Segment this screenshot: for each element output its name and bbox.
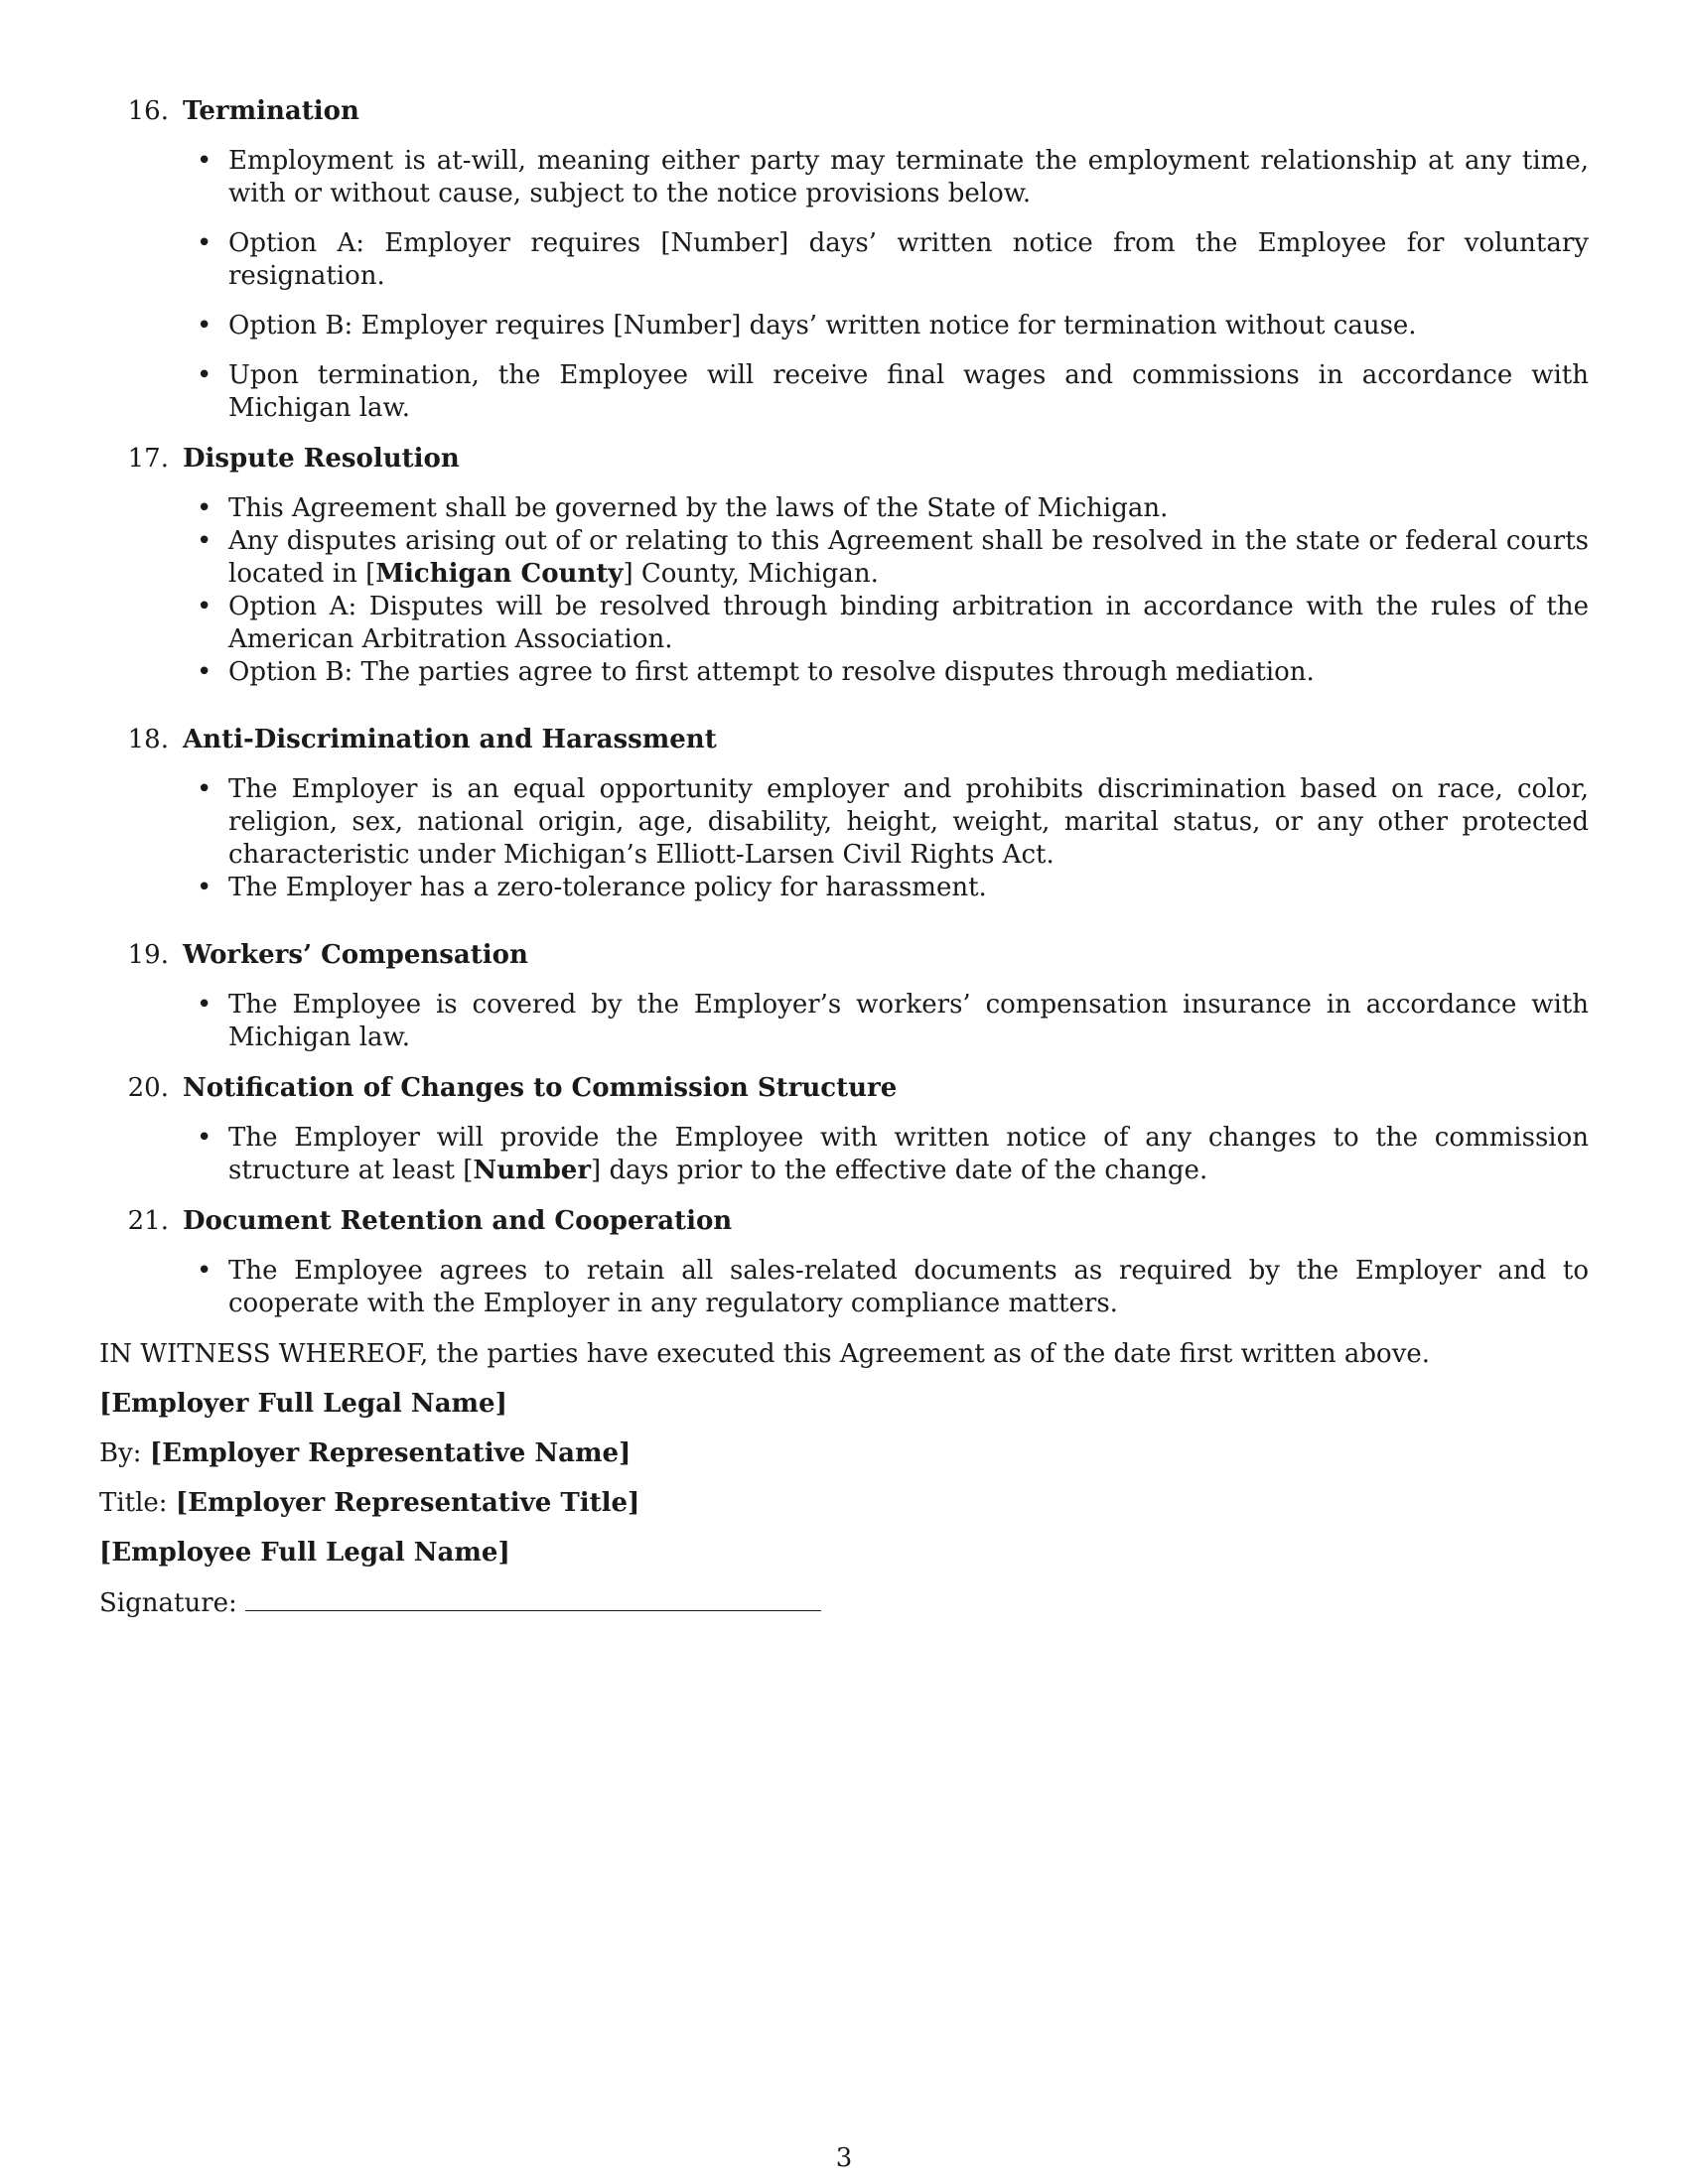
representative-title-line: Title: [Employer Representative Title] [99, 1488, 640, 1518]
bullet: • [197, 228, 212, 258]
section-title: Termination [183, 96, 359, 126]
list-item: • This Agreement shall be governed by the laws of the State of Michigan. [197, 493, 1169, 523]
bullet: • [197, 1256, 212, 1286]
bullet: • [197, 146, 212, 176]
bullet: • [197, 526, 212, 556]
bullet-list [99, 773, 1589, 904]
section-title: Dispute Resolution [183, 444, 460, 474]
list-item: • Option B: Employer requires [Number] days’ written notice for termination without cause. [197, 311, 1417, 341]
section-title: Workers’ Compensation [183, 940, 528, 970]
employee-name-line: [Employee Full Legal Name] [99, 1538, 510, 1568]
section-dispute-resolution [99, 443, 1589, 706]
section-title: Notification of Changes to Commission Structure [183, 1073, 898, 1103]
list-item: • The Employee agrees to retain all sales-related documents as required by the Employer and to cooperate with the Employer in any regulatory compliance matters. [197, 1256, 1589, 1318]
section-title: Anti-Discrimination and Harassment [183, 725, 717, 754]
signature-line: Signature: [99, 1586, 1589, 1620]
signature-block [99, 1388, 1589, 1620]
list-item: • The Employer is an equal opportunity employer and prohibits discrimination based on race, color, religion, sex, national origin, age, disability, height, weight, marital status, or any other protected characteristic under Michigan’s Elliott-Larsen Civil Rights Act. [197, 774, 1589, 870]
placeholder-county: Michigan County [375, 559, 624, 589]
list-item: • Option A: Disputes will be resolved through binding arbitration in accordance with the rules of the American Arbitration Association. [197, 592, 1589, 654]
bullet: • [197, 360, 212, 390]
section-termination [99, 95, 1589, 425]
section-heading [99, 724, 1589, 756]
section-heading [99, 95, 1589, 128]
section-heading [99, 1205, 1589, 1238]
section-number: 16. [127, 96, 169, 126]
bullet: • [197, 774, 212, 804]
list-item: • The Employer will provide the Employee with written notice of any changes to the commission structure at least [Number] days prior to the effective date of the change. [197, 1123, 1589, 1185]
list-item: • The Employer has a zero-tolerance policy for harassment. [197, 873, 987, 902]
section-title: Document Retention and Cooperation [183, 1206, 733, 1236]
section-number: 17. [127, 444, 169, 474]
representative-name: Employer Representative Name [162, 1438, 620, 1468]
list-item: • Upon termination, the Employee will receive final wages and commissions in accordance with Michigan law. [197, 360, 1589, 423]
employee-name: Employee Full Legal Name [111, 1538, 498, 1568]
representative-title: Employer Representative Title [188, 1488, 629, 1518]
signature-field[interactable] [245, 1586, 821, 1611]
bullet-list [99, 492, 1589, 689]
list-item: • Option B: The parties agree to first attempt to resolve disputes through mediation. [197, 657, 1315, 687]
placeholder-number: Number [473, 1156, 592, 1185]
list-item: • Option A: Employer requires [Number] days’ written notice from the Employee for voluntary resignation. [197, 228, 1589, 291]
section-number: 21. [127, 1206, 169, 1236]
section-number: 20. [127, 1073, 169, 1103]
bullet: • [197, 493, 212, 523]
bullet: • [197, 311, 212, 341]
section-number: 19. [127, 940, 169, 970]
bullet: • [197, 592, 212, 621]
document-page [99, 95, 1589, 1637]
bullet-list [99, 145, 1589, 425]
section-heading [99, 443, 1589, 476]
section-heading [99, 1072, 1589, 1105]
bullet-list [99, 1122, 1589, 1187]
section-number: 18. [127, 725, 169, 754]
list-item: • Employment is at-will, meaning either party may terminate the employment relationship at any time, with or without cause, subject to the notice provisions below. [197, 146, 1589, 208]
bullet-list [99, 989, 1589, 1054]
list-item: • Any disputes arising out of or relating to this Agreement shall be resolved in the state or federal courts located in [Michigan County] County, Michigan. [197, 526, 1589, 589]
employer-name-line: [Employer Full Legal Name] [99, 1389, 507, 1419]
employer-name: Employer Full Legal Name [111, 1389, 495, 1419]
page-number: 3 [835, 2143, 853, 2173]
bullet: • [197, 1123, 212, 1153]
section-heading [99, 939, 1589, 972]
section-commission-changes [99, 1072, 1589, 1187]
witness-statement: IN WITNESS WHEREOF, the parties have executed this Agreement as of the date first written above. [99, 1339, 1431, 1369]
section-anti-discrimination [99, 724, 1589, 921]
bullet: • [197, 873, 212, 902]
representative-line: By: [Employer Representative Name] [99, 1438, 632, 1468]
bullet-list [99, 1255, 1589, 1320]
section-document-retention [99, 1205, 1589, 1320]
list-item: • The Employee is covered by the Employer’s workers’ compensation insurance in accordance with Michigan law. [197, 990, 1589, 1052]
bullet: • [197, 657, 212, 687]
section-workers-compensation [99, 939, 1589, 1054]
bullet: • [197, 990, 212, 1020]
